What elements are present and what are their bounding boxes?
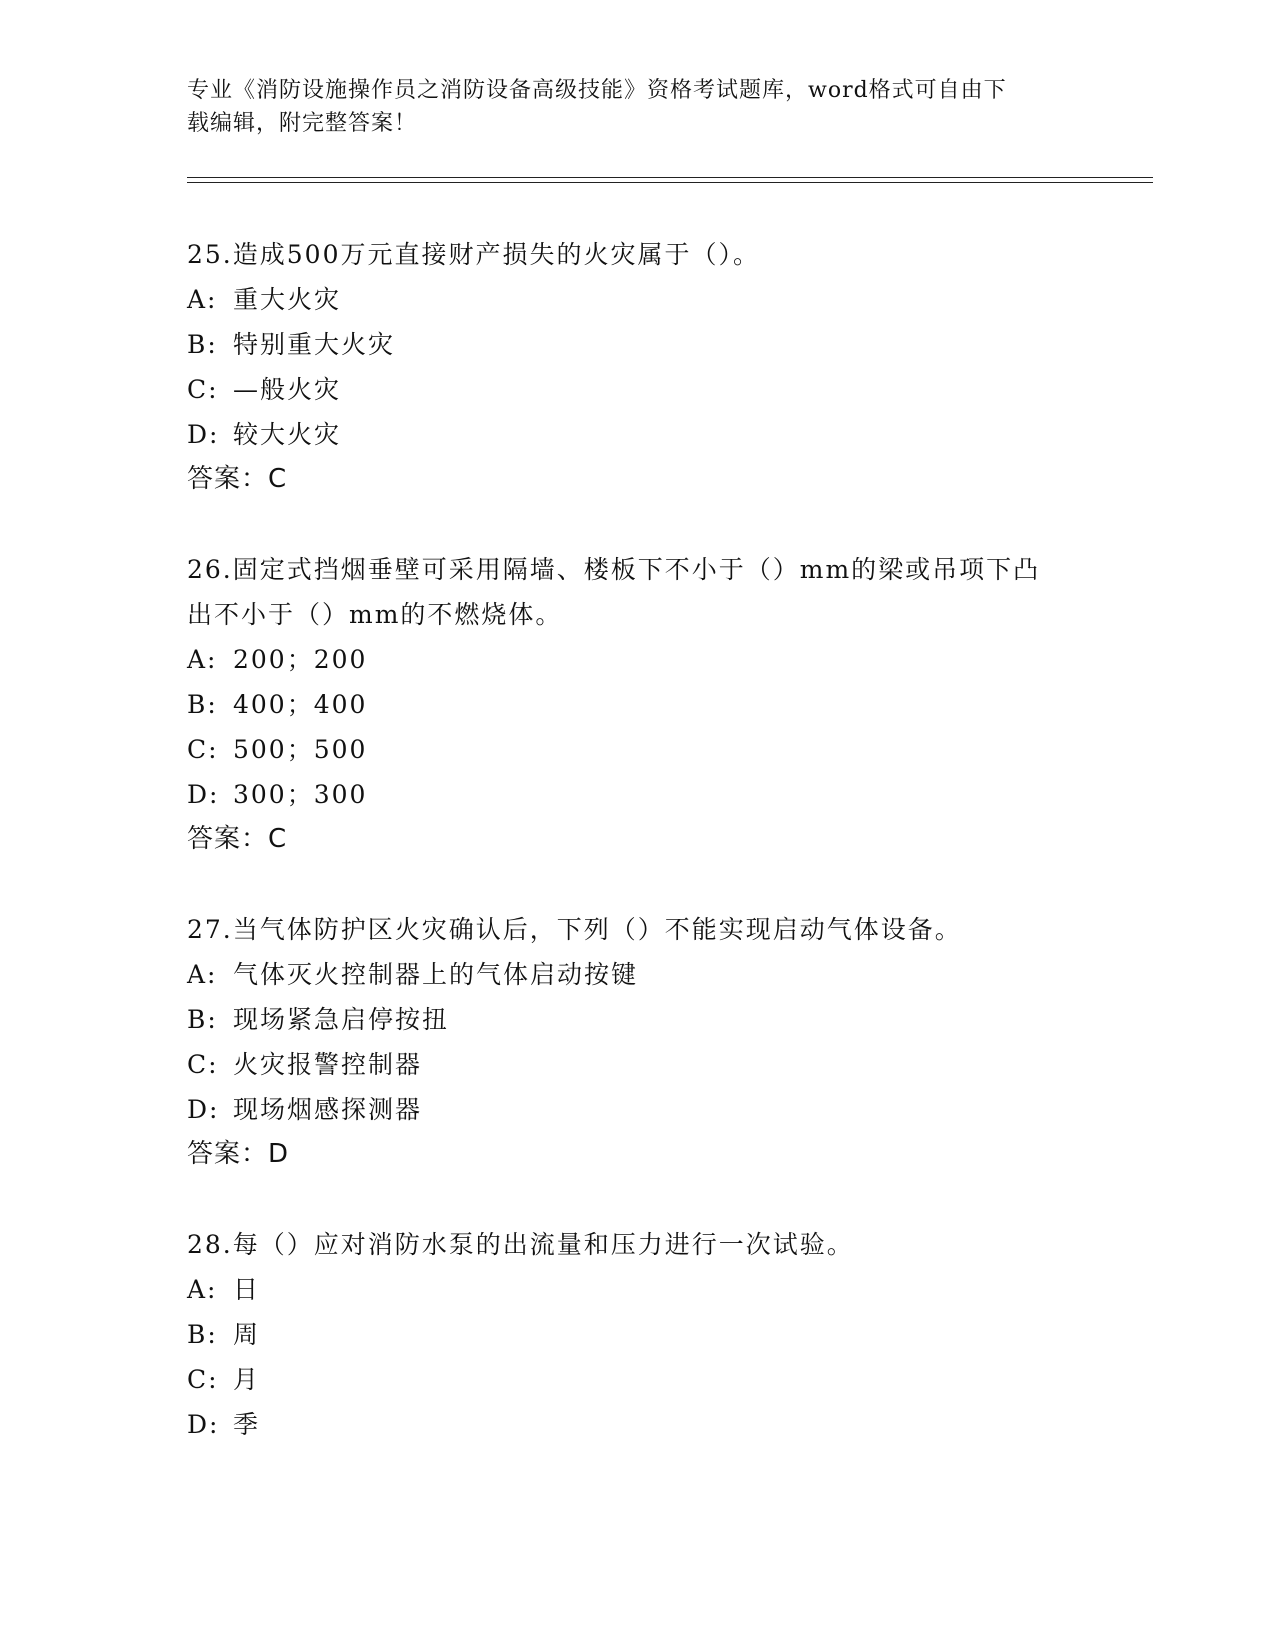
question-stem: 25.造成500万元直接财产损失的火灾属于（）。 <box>187 240 760 269</box>
option-c <box>187 727 1087 772</box>
header-divider-top <box>187 177 1153 178</box>
option-text: 400；400 <box>233 690 368 719</box>
option-text: 日 <box>233 1275 261 1304</box>
option-text: 月 <box>233 1365 261 1394</box>
option-letter: D: <box>187 420 220 449</box>
option-text: 现场紧急启停按扭 <box>233 1005 450 1034</box>
option-letter: B: <box>187 330 218 359</box>
question-stem: 26.固定式挡烟垂壁可采用隔墙、楼板下不小于（）mm的梁或吊项下凸 <box>187 555 1041 584</box>
option-a <box>187 952 1087 997</box>
question-25 <box>187 232 1087 502</box>
question-26 <box>187 547 1087 862</box>
question-27 <box>187 907 1087 1177</box>
question-list <box>187 232 1087 1447</box>
header-divider-bottom <box>187 182 1153 183</box>
answer-line: 答案：C <box>187 464 288 494</box>
option-letter: C: <box>187 735 219 764</box>
option-text: 300；300 <box>233 780 368 809</box>
header-line-2: 载编辑，附完整答案！ <box>187 111 418 136</box>
option-text: 重大火灾 <box>233 285 342 314</box>
option-letter: A: <box>187 645 218 674</box>
option-letter: D: <box>187 1095 220 1124</box>
option-letter: B: <box>187 1320 218 1349</box>
option-letter: A: <box>187 285 218 314</box>
option-letter: B: <box>187 1005 218 1034</box>
option-letter: A: <box>187 960 218 989</box>
option-a <box>187 1267 1087 1312</box>
option-letter: B: <box>187 690 218 719</box>
option-text: —般火灾 <box>233 375 342 404</box>
option-d <box>187 772 1087 817</box>
option-text: 500；500 <box>233 735 368 764</box>
option-letter: C: <box>187 1365 219 1394</box>
question-stem: 28.每（）应对消防水泵的出流量和压力进行一次试验。 <box>187 1230 854 1259</box>
option-a <box>187 637 1087 682</box>
answer-line: 答案：C <box>187 824 288 854</box>
option-c <box>187 1042 1087 1087</box>
option-b <box>187 322 1087 367</box>
option-text: 气体灭火控制器上的气体启动按键 <box>233 960 639 989</box>
option-d <box>187 1402 1087 1447</box>
option-text: 200；200 <box>233 645 368 674</box>
option-a <box>187 277 1087 322</box>
question-28 <box>187 1222 1087 1447</box>
option-d <box>187 1087 1087 1132</box>
option-text: 周 <box>233 1320 261 1349</box>
option-text: 现场烟感探测器 <box>233 1095 423 1124</box>
option-text: 火灾报警控制器 <box>233 1050 423 1079</box>
option-letter: C: <box>187 375 219 404</box>
answer-line: 答案：D <box>187 1139 290 1169</box>
option-text: 较大火灾 <box>233 420 342 449</box>
option-letter: D: <box>187 1410 220 1439</box>
question-stem-continued: 出不小于（）mm的不燃烧体。 <box>187 600 563 629</box>
option-letter: C: <box>187 1050 219 1079</box>
option-text: 特别重大火灾 <box>233 330 396 359</box>
option-b <box>187 1312 1087 1357</box>
option-d <box>187 412 1087 457</box>
option-letter: A: <box>187 1275 218 1304</box>
document-header <box>187 74 1087 140</box>
option-c <box>187 1357 1087 1402</box>
option-letter: D: <box>187 780 220 809</box>
question-stem: 27.当气体防护区火灾确认后，下列（）不能实现启动气体设备。 <box>187 915 962 944</box>
header-line-1: 专业《消防设施操作员之消防设备高级技能》资格考试题库，word格式可自由下 <box>187 78 1007 103</box>
option-b <box>187 997 1087 1042</box>
option-text: 季 <box>233 1410 261 1439</box>
option-c <box>187 367 1087 412</box>
option-b <box>187 682 1087 727</box>
